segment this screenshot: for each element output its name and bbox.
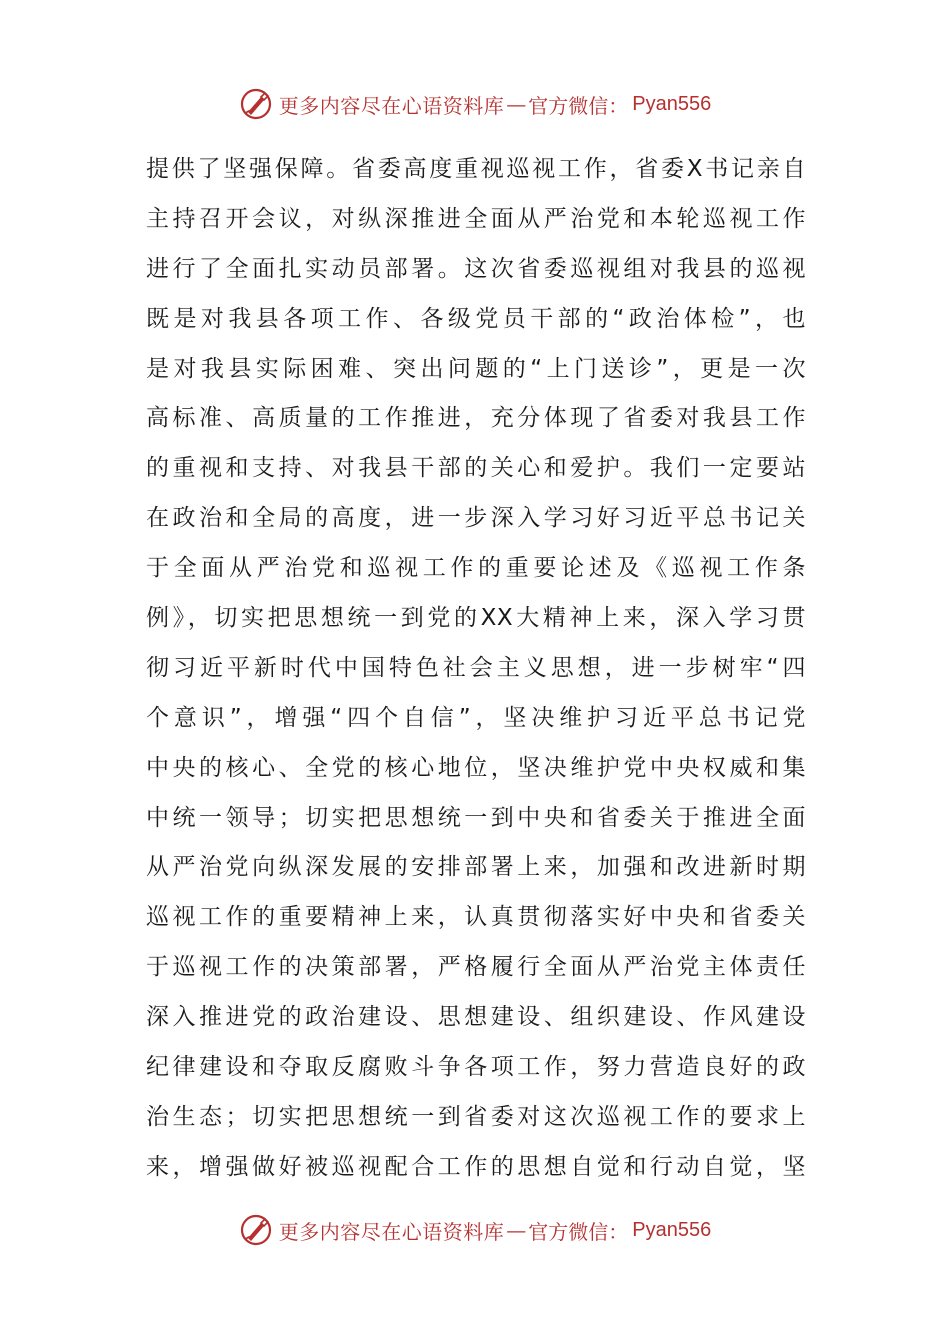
pen-logo-icon [239,1213,273,1247]
body-line: 深入推进党的政治建设、思想建设、组织建设、作风建设 [146,1004,806,1031]
body-line: 彻习近平新时代中国特色社会主义思想，进一步树牢“四 [146,654,806,681]
page-footer [0,1210,950,1250]
body-line: 的重视和支持、对我县干部的关心和爱护。我们一定要站 [146,455,806,482]
pen-logo-icon [239,87,273,121]
body-line: 在政治和全局的高度，进一步深入学习好习近平总书记关 [146,505,806,532]
body-line: 个意识”，增强“四个自信”，坚决维护习近平总书记党 [146,704,806,731]
body-line: 既是对我县各项工作、各级党员干部的“政治体检”，也 [146,305,806,332]
body-line: 治生态；切实把思想统一到省委对这次巡视工作的要求上 [146,1103,806,1130]
header-wechat-label: 官方微信： [528,93,629,118]
body-line: 于巡视工作的决策部署，严格履行全面从严治党主体责任 [146,954,806,981]
body-line: 例》，切实把思想统一到党的XX大精神上来，深入学习贯 [146,605,806,632]
body-line: 于全面从严治党和巡视工作的重要论述及《巡视工作条 [146,555,806,582]
body-line: 高标准、高质量的工作推进，充分体现了省委对我县工作 [146,405,806,432]
body-line: 中央的核心、全党的核心地位，坚决维护党中央权威和集 [146,754,806,781]
header-dash: — [506,92,527,116]
body-line: 进行了全面扎实动员部署。这次省委巡视组对我县的巡视 [146,255,806,282]
footer-wechat-id: Pyan556 [632,1218,712,1241]
footer-site-text: 更多内容尽在心语资料库 [278,1219,505,1244]
header-wechat-id: Pyan556 [632,92,712,115]
body-line: 提供了坚强保障。省委高度重视巡视工作，省委X书记亲自 [146,156,806,182]
body-line: 是对我县实际困难、突出问题的“上门送诊”，更是一次 [146,355,806,382]
footer-wechat-label: 官方微信： [528,1219,629,1244]
body-line: 巡视工作的重要精神上来，认真贯彻落实好中央和省委关 [146,904,806,931]
page-header [0,84,950,124]
body-line: 主持召开会议，对纵深推进全面从严治党和本轮巡视工作 [146,205,806,232]
body-line: 纪律建设和夺取反腐败斗争各项工作，努力营造良好的政 [146,1054,806,1081]
document-body [146,145,806,1193]
body-line: 来，增强做好被巡视配合工作的思想自觉和行动自觉，坚 [146,1153,806,1180]
header-site-text: 更多内容尽在心语资料库 [278,93,505,118]
body-line: 中统一领导；切实把思想统一到中央和省委关于推进全面 [146,804,806,831]
footer-dash: — [506,1218,527,1242]
body-line: 从严治党向纵深发展的安排部署上来，加强和改进新时期 [146,854,806,881]
